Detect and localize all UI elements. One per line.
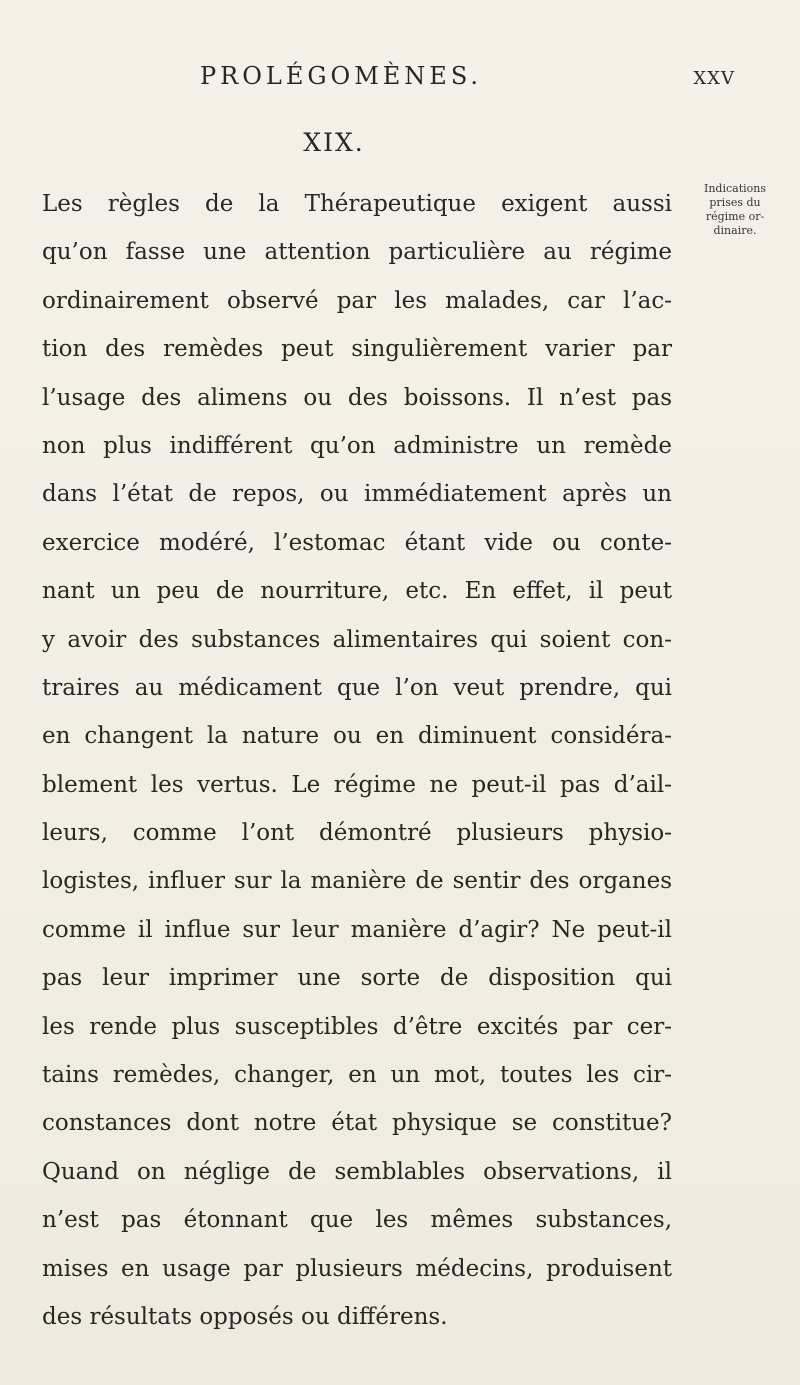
text-line: pas leur imprimer une sorte de disposition qui [42, 965, 672, 992]
text-line: logistes, influer sur la manière de sentir des organes [42, 868, 672, 895]
margin-note-line: prises du [709, 196, 761, 209]
text-line: tains remèdes, changer, en un mot, toutes les cir- [42, 1062, 672, 1089]
text-line: mises en usage par plusieurs médecins, produisent [42, 1255, 672, 1282]
margin-note-line: Indications [704, 182, 766, 195]
margin-note-line: dinaire. [713, 224, 757, 237]
text-line: y avoir des substances alimentaires qui soient con- [42, 626, 672, 653]
text-line: les rende plus susceptibles d’être excités par cer- [42, 1013, 672, 1040]
text-line: constances dont notre état physique se constitue? [42, 1110, 672, 1137]
text-line: dans l’état de repos, ou immédiatement après un [42, 481, 672, 508]
text-line: blement les vertus. Le régime ne peut-il pas d’ail- [42, 771, 672, 798]
text-line: nant un peu de nourriture, etc. En effet, il peut [42, 578, 672, 605]
margin-note-line: régime or- [705, 210, 765, 223]
text-line: traires au médicament que l’on veut prendre, qui [42, 674, 672, 701]
text-line: des résultats opposés ou différens. [42, 1303, 448, 1330]
page-number: XXV [693, 68, 735, 89]
text-line: comme il influe sur leur manière d’agir? Ne peut-il [42, 916, 672, 943]
text-line: qu’on fasse une attention particulière au régime [42, 239, 672, 266]
text-line: l’usage des alimens ou des boissons. Il n’est pas [42, 384, 672, 411]
text-line: exercice modéré, l’estomac étant vide ou conte- [42, 529, 672, 556]
text-line: Les règles de la Thérapeutique exigent aussi [42, 191, 672, 217]
text-line: leurs, comme l’ont démontré plusieurs physio- [42, 820, 672, 847]
margin-note [682, 182, 788, 238]
running-head [200, 62, 740, 96]
text-line: ordinairement observé par les malades, car l’ac- [42, 287, 672, 314]
text-line: tion des remèdes peut singulièrement varier par [42, 336, 672, 363]
text-line: non plus indifférent qu’on administre un remède [42, 432, 672, 459]
text-line: en changent la nature ou en diminuent considéra- [42, 723, 672, 750]
body-paragraph [42, 180, 672, 1341]
text-line: n’est pas étonnant que les mêmes substances, [42, 1207, 672, 1234]
text-line: Quand on néglige de semblables observations, il [42, 1158, 672, 1185]
section-number: XIX. [303, 128, 365, 157]
running-title: PROLÉGOMÈNES. [200, 62, 483, 90]
